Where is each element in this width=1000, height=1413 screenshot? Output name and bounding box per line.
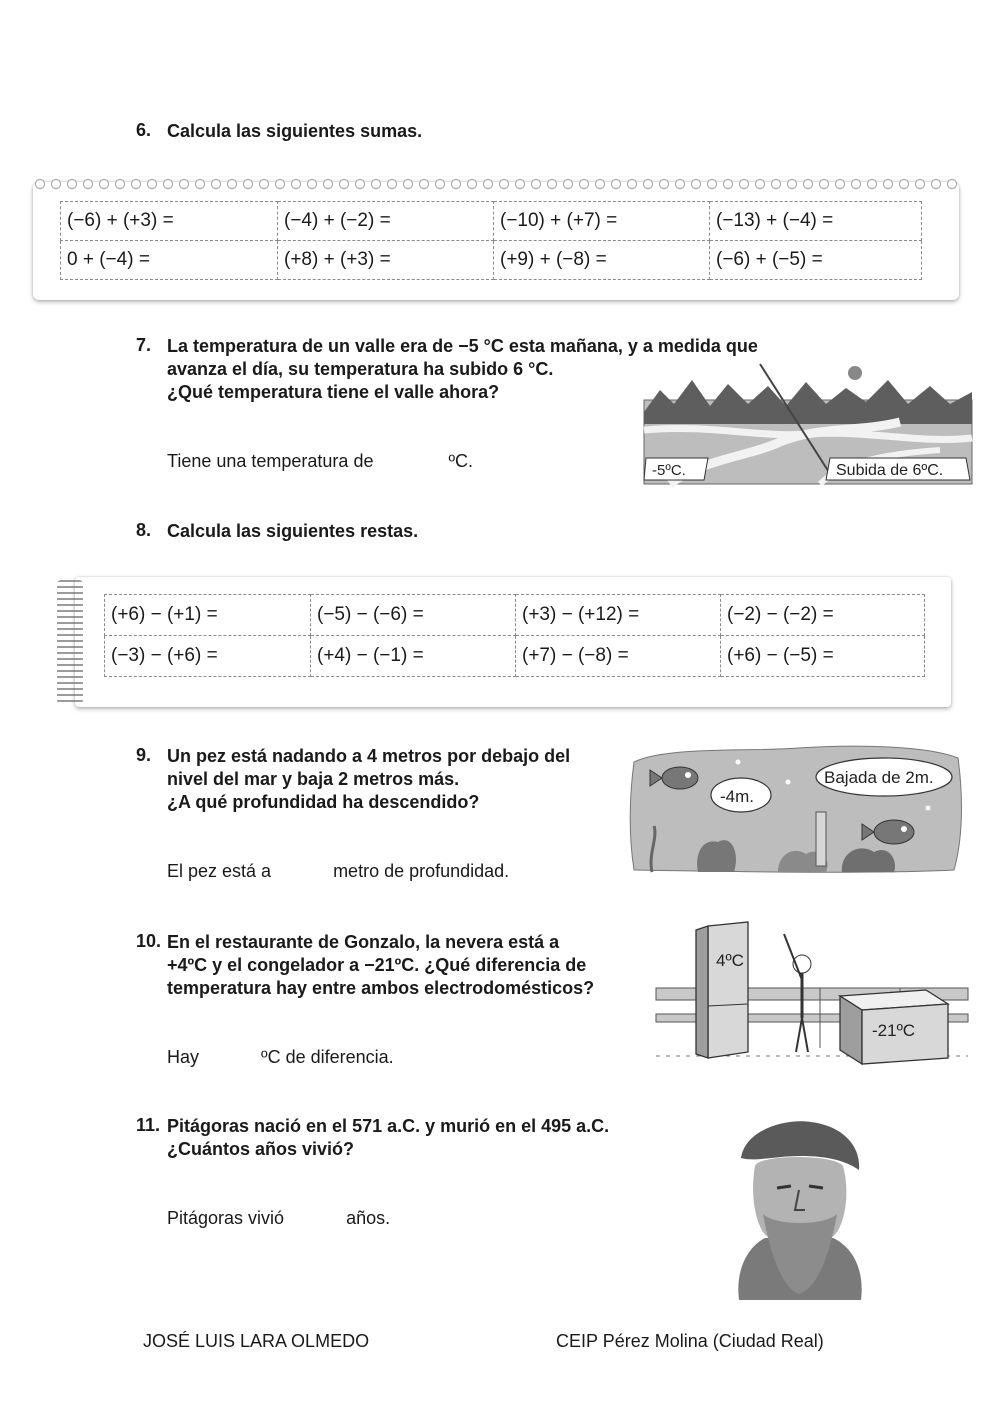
q7-line-3: ¿Qué temperatura tiene el valle ahora? [167,382,500,402]
q8-title: Calcula las siguientes restas. [167,521,419,541]
q10-freezer-label: -21ºC [872,1021,916,1040]
q9-answer [167,861,509,882]
q11-answer [167,1208,390,1229]
q10-line-1: En el restaurante de Gonzalo, la nevera está a [167,932,560,952]
q9-line-1: Un pez está nadando a 4 metros por debajo del [167,746,571,766]
q9-number: 9. [136,745,152,765]
q8-cell[interactable]: (−5) − (−6) = [311,595,516,636]
q8-cell[interactable]: (+6) − (−5) = [721,636,925,677]
q9-answer-before: El pez está a [167,861,272,881]
q7-answer-after: ºC. [448,451,474,471]
q9-line-2: nivel del mar y baja 2 metros más. [167,769,460,789]
q6-cell[interactable]: (−10) + (+7) = [494,202,710,241]
q10-line-2: +4ºC y el congelador a −21ºC. ¿Qué diferencia de [167,955,587,975]
footer-author: JOSÉ LUIS LARA OLMEDO [143,1331,370,1351]
label-minus-5 [644,458,708,480]
q6-cell[interactable]: (−4) + (−2) = [278,202,494,241]
q6-cell[interactable]: (−6) + (+3) = [61,202,278,241]
q10-answer [167,1047,394,1068]
q7-number: 7. [136,335,152,355]
table-row [61,202,922,241]
fridge [696,922,748,1058]
q10-answer-after: ºC de diferencia. [261,1047,394,1067]
q11-number: 11. [136,1115,161,1135]
q11-answer-after: años. [346,1208,391,1228]
q6-cell[interactable]: (−6) + (−5) = [710,241,922,280]
q8-cell[interactable]: (+3) − (+12) = [516,595,721,636]
fridge-freezer-illustration [650,918,972,1070]
table-row [105,595,925,636]
q8-cell[interactable]: (+6) − (+1) = [105,595,311,636]
q10-answer-before: Hay [167,1047,200,1067]
pythagoras-bust-illustration [725,1118,875,1300]
q9-bubble-right: Bajada de 2m. [824,768,934,787]
q7-label-left: -5ºC. [652,462,686,479]
q9-line-3: ¿A qué profundidad ha descendido? [167,792,480,812]
table-row [105,636,925,677]
mountain-valley-illustration [640,360,976,486]
q6-title: Calcula las siguientes sumas. [167,121,423,141]
q7-answer-before: Tiene una temperatura de [167,451,374,471]
bubble-minus-4 [711,778,771,812]
fish-underwater-illustration [628,742,964,876]
q11-line-1: Pitágoras nació en el 571 a.C. y murió en el 495 a.C. [167,1116,610,1136]
q10-fridge-label: 4ºC [716,951,744,970]
q9-answer-after: metro de profundidad. [333,861,510,881]
q6-number: 6. [136,120,152,140]
q6-cell[interactable]: (+8) + (+3) = [278,241,494,280]
q9-bubble-left: -4m. [720,787,754,806]
q10-number: 10. [136,931,162,951]
q8-cell[interactable]: (+4) − (−1) = [311,636,516,677]
q8-cell[interactable]: (−2) − (−2) = [721,595,925,636]
notebook-spiral [57,580,83,704]
q6-sums-grid [60,201,922,280]
q8-cell[interactable]: (−3) − (+6) = [105,636,311,677]
notebook-rings-top [33,174,959,192]
q11-line-2: ¿Cuántos años vivió? [167,1139,355,1159]
q11-answer-before: Pitágoras vivió [167,1208,285,1228]
table-row [61,241,922,280]
q8-subtractions-grid [104,594,925,677]
q6-cell[interactable]: 0 + (−4) = [61,241,278,280]
q8-cell[interactable]: (+7) − (−8) = [516,636,721,677]
label-rise-6 [826,458,970,480]
footer-school: CEIP Pérez Molina (Ciudad Real) [556,1331,824,1351]
bubble-descent-2 [816,758,952,796]
q7-answer [167,451,473,472]
q8-number: 8. [136,520,152,540]
q6-cell[interactable]: (−13) + (−4) = [710,202,922,241]
q6-cell[interactable]: (+9) + (−8) = [494,241,710,280]
q7-label-right: Subida de 6ºC. [836,462,944,479]
q7-line-1: La temperatura de un valle era de −5 °C esta mañana, y a medida que [167,336,758,356]
freezer [840,990,948,1064]
q7-line-2: avanza el día, su temperatura ha subido 6 °C. [167,359,554,379]
q10-line-3: temperatura hay entre ambos electrodomésticos? [167,978,595,998]
